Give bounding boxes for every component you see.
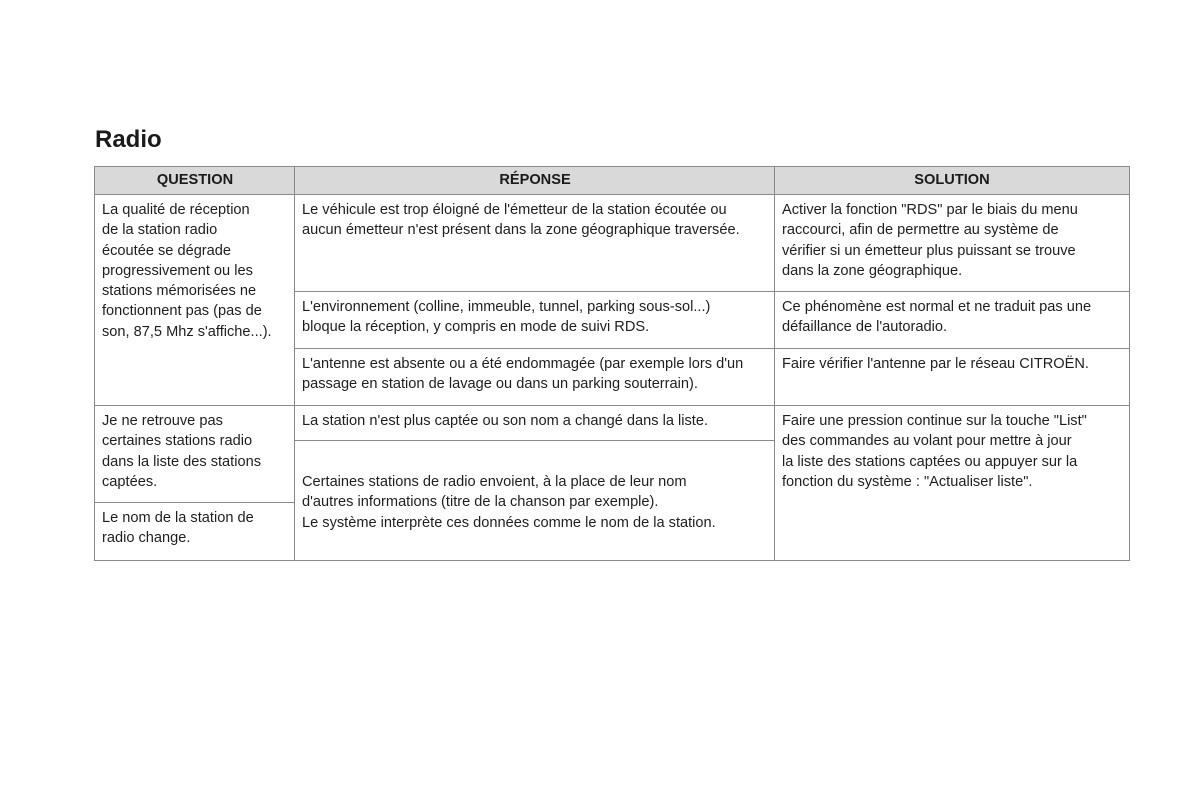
table-border [94,560,1130,561]
header-solution: SOLUTION [775,166,1129,194]
solution-cell: Faire vérifier l'antenne par le réseau CITROËN. [782,356,1089,372]
solution-cell: Activer la fonction "RDS" par le biais du menu raccourci, afin de permettre au système de vérifier si un émetteur plus puissant se trouve dans la zone géographique. [782,202,1078,279]
response-cell: Certaines stations de radio envoient, à la place de leur nom d'autres informations (titre de la chanson par exemple). Le système interprète ces données comme le nom de la station. [302,474,716,531]
table-border [94,166,1130,167]
question-cell: Le nom de la station de radio change. [102,510,254,547]
response-cell: Le véhicule est trop éloigné de l'émetteur de la station écoutée ou aucun émetteur n'est présent dans la zone géographique traversée. [302,202,740,239]
solution-cell: Ce phénomène est normal et ne traduit pas une défaillance de l'autoradio. [782,299,1092,336]
table-border [1129,166,1130,561]
question-cell: Je ne retrouve pas certaines stations radio dans la liste des stations captées. [102,413,261,490]
question-cell: La qualité de réception de la station radio écoutée se dégrade progressivement ou les stations mémorisées ne fonctionnent pas (pas de son, 87,5 Mhz s'affiche...). [102,202,272,340]
response-cell: La station n'est plus captée ou son nom a changé dans la liste. [302,413,709,429]
header-response: RÉPONSE [295,166,775,194]
response-cell: L'antenne est absente ou a été endommagée (par exemple lors d'un passage en station de lavage ou dans un parking souterrain). [302,356,744,393]
header-question: QUESTION [95,166,295,194]
solution-cell: Faire une pression continue sur la touche "List" des commandes au volant pour mettre à jour la liste des stations captées ou appuyer sur la fonction du système : "Actualiser liste". [782,413,1087,490]
page-title: Radio [95,126,162,153]
row-divider [294,440,775,441]
response-cell: L'environnement (colline, immeuble, tunnel, parking sous-sol...) bloque la réception, y compris en mode de suivi RDS. [302,299,711,336]
